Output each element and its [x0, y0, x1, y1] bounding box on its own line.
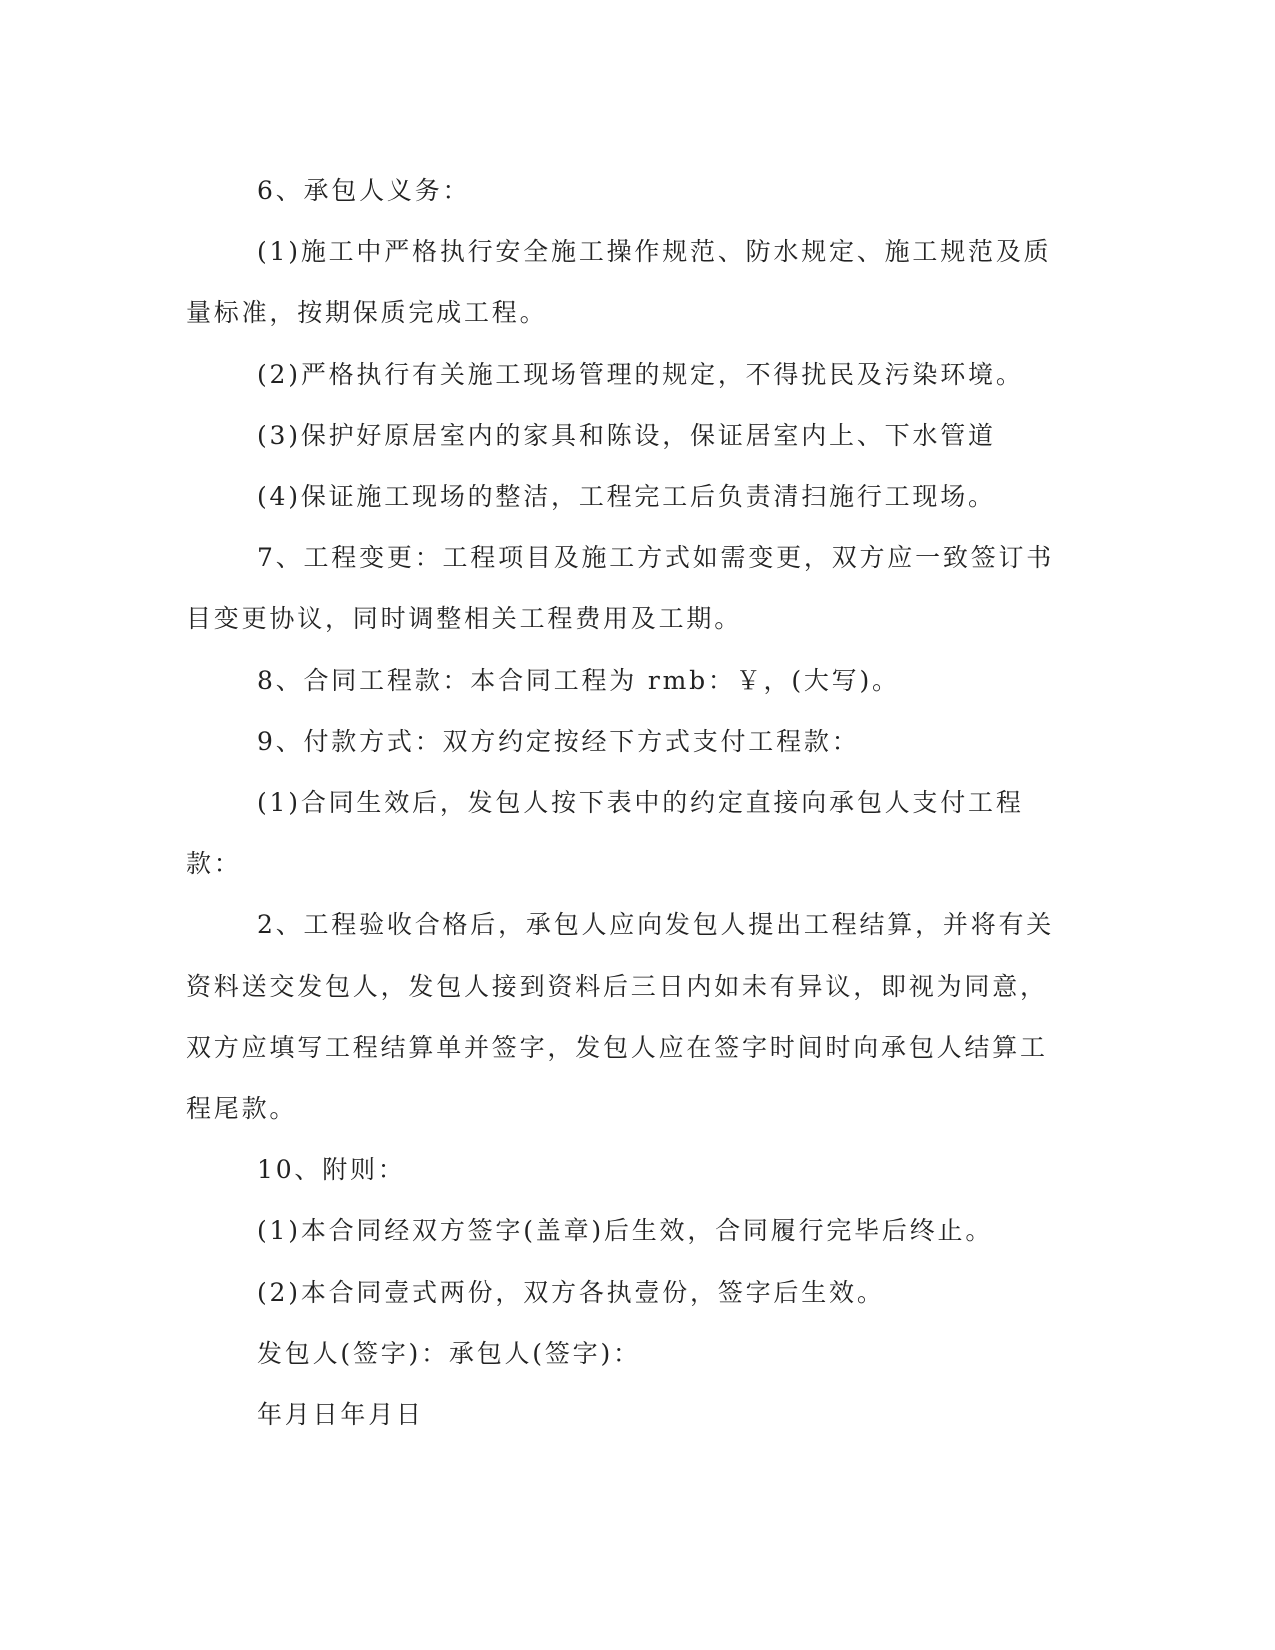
date-line: 年月日年月日 [257, 1400, 424, 1430]
document-body [186, 160, 1056, 1445]
supplementary-item-2: (2)本合同壹式两份，双方各执壹份，签字后生效。 [257, 1277, 885, 1307]
obligation-item-1: (1)施工中严格执行安全施工操作规范、防水规定、施工规范及质量标准，按期保质完成工程。 [186, 237, 1052, 328]
obligation-item-4: (4)保证施工现场的整洁，工程完工后负责清扫施行工现场。 [257, 482, 996, 512]
signature-line: 发包人(签字)：承包人(签字)： [257, 1338, 641, 1368]
section-10-supplementary: 10、附则： [257, 1155, 406, 1185]
section-6-heading: 6、承包人义务： [257, 176, 471, 205]
obligation-item-3: (3)保护好原居室内的家具和陈设，保证居室内上、下水管道 [257, 420, 996, 450]
supplementary-item-1: (1)本合同经双方签字(盖章)后生效，合同履行完毕后终止。 [257, 1216, 994, 1246]
payment-item-1: (1)合同生效后，发包人按下表中的约定直接向承包人支付工程款： [186, 788, 1024, 879]
section-8-contract-amount: 8、合同工程款：本合同工程为 rmb：￥，(大写)。 [257, 665, 900, 695]
section-7-engineering-change: 7、工程变更：工程项目及施工方式如需变更，双方应一致签订书目变更协议，同时调整相关工程费用及工期。 [186, 543, 1055, 634]
section-9-payment-method: 9、付款方式：双方约定按经下方式支付工程款： [257, 726, 860, 756]
obligation-item-2: (2)严格执行有关施工现场管理的规定，不得扰民及污染环境。 [257, 359, 1024, 389]
payment-item-2-settlement: 2、工程验收合格后，承包人应向发包人提出工程结算，并将有关资料送交发包人，发包人接到资料后三日内如未有异议，即视为同意，双方应填写工程结算单并签字，发包人应在签字时间时向承包人结算工程尾款。 [186, 910, 1055, 1124]
